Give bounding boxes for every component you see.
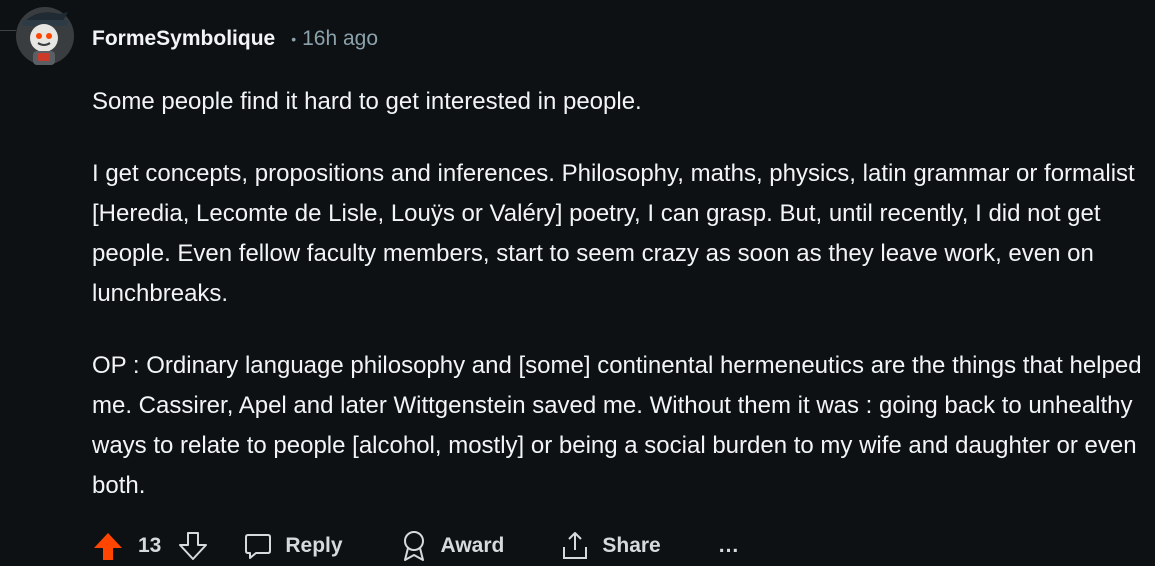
comment-header	[92, 25, 378, 53]
award-icon	[399, 530, 429, 562]
downvote-button[interactable]	[177, 530, 209, 562]
vote-count: 13	[138, 534, 162, 557]
comment-paragraph: Some people find it hard to get interested in people.	[92, 88, 642, 115]
avatar[interactable]	[16, 4, 74, 68]
downvote-arrow-icon	[177, 530, 209, 562]
award-label: Award	[440, 534, 505, 557]
comment-paragraph: I get concepts, propositions and inferences. Philosophy, maths, physics, latin grammar or formalist [Heredia, Lecomte de Lisle, Louÿs or Valéry] poetry, I can grasp. But, until recently, I did not get people. Even fellow faculty members, start to seem crazy as soon as they leave work, even on lunchbreaks.	[92, 160, 1135, 307]
username-link[interactable]: FormeSymbolique	[92, 27, 276, 50]
share-button[interactable]	[560, 530, 660, 562]
more-options-button[interactable]	[719, 534, 740, 558]
share-icon	[560, 530, 590, 562]
award-button[interactable]	[399, 530, 505, 562]
thread-line	[0, 30, 16, 31]
share-label: Share	[602, 534, 661, 557]
avatar-image	[16, 4, 74, 68]
timestamp[interactable]: 16h ago	[302, 27, 379, 50]
comment-paragraph: OP : Ordinary language philosophy and [some] continental hermeneutics are the things that helped me. Cassirer, Apel and later Wittgenstein saved me. Without them it was : going back to unhealthy ways to relate to people [alcohol, mostly] or being a social burden to my wife and daughter or even both.	[92, 352, 1142, 499]
comment-actions	[92, 526, 739, 566]
comment-bubble-icon	[243, 531, 273, 561]
upvote-button[interactable]	[92, 530, 124, 562]
meta-separator: •	[291, 31, 297, 47]
comment-body	[92, 82, 1142, 538]
reply-label: Reply	[285, 534, 343, 557]
more-options-icon: ...	[718, 534, 740, 557]
reply-button[interactable]	[243, 531, 342, 561]
upvote-arrow-icon	[92, 530, 124, 562]
